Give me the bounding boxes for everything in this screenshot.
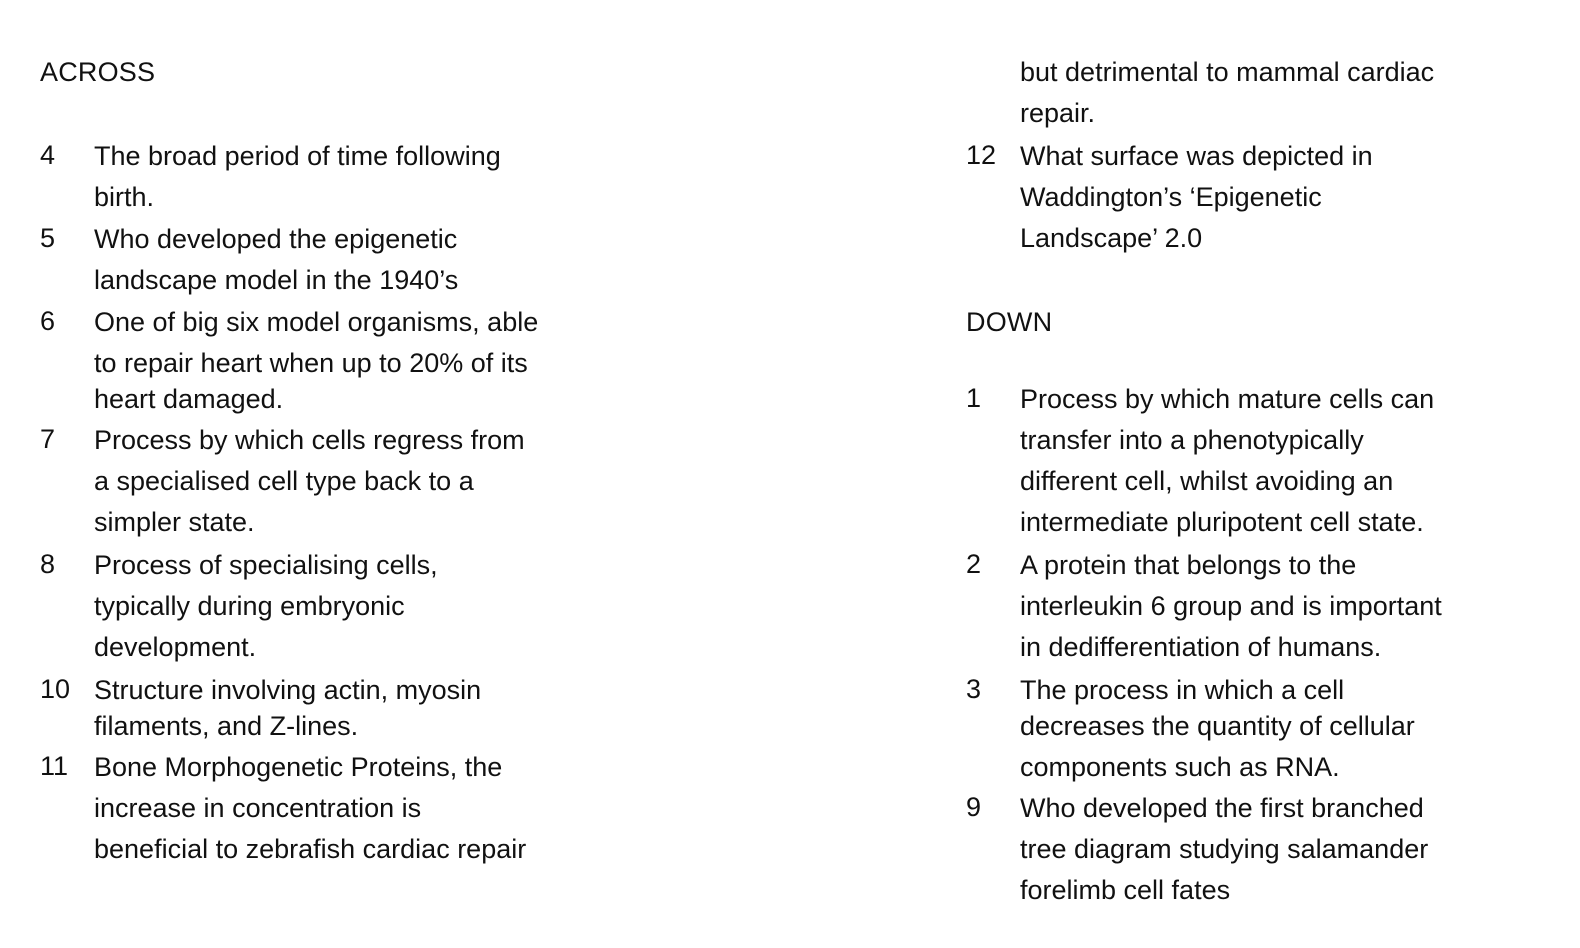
clue-line: Process by which cells regress from bbox=[94, 425, 525, 455]
clue-text bbox=[1020, 383, 1434, 547]
clue-number: 6 bbox=[40, 306, 56, 336]
clue-number: 11 bbox=[40, 751, 69, 781]
clue-line: but detrimental to mammal cardiac bbox=[1020, 57, 1435, 87]
clue-line: different cell, whilst avoiding an bbox=[1020, 466, 1394, 496]
clue-line: The process in which a cell bbox=[1020, 675, 1345, 705]
clue-number: 10 bbox=[40, 674, 71, 704]
clue-line: decreases the quantity of cellular bbox=[1020, 711, 1415, 741]
clue-line: birth. bbox=[94, 182, 155, 212]
down-clue-1 bbox=[966, 383, 1434, 547]
clue-text bbox=[1020, 792, 1428, 915]
clue-text bbox=[1020, 140, 1373, 263]
clue-line: components such as RNA. bbox=[1020, 752, 1340, 782]
clue-line: Bone Morphogenetic Proteins, the bbox=[94, 752, 503, 782]
clue-line: Process by which mature cells can bbox=[1020, 384, 1435, 414]
clue-line: to repair heart when up to 20% of its bbox=[94, 348, 528, 378]
across-clue-6 bbox=[40, 306, 538, 424]
clue-text bbox=[94, 549, 438, 672]
clue-text bbox=[1020, 674, 1415, 792]
clue-text bbox=[94, 424, 525, 547]
across-clue-11 bbox=[40, 751, 526, 874]
across-clue-12 bbox=[966, 140, 1373, 263]
clue-number: 9 bbox=[966, 792, 982, 822]
clue-line: filaments, and Z-lines. bbox=[94, 711, 359, 741]
clue-line: What surface was depicted in bbox=[1020, 141, 1373, 171]
clue-line: The broad period of time following bbox=[94, 141, 501, 171]
clue-text bbox=[94, 751, 526, 874]
clue-line: interleukin 6 group and is important bbox=[1020, 591, 1442, 621]
clue-line: Who developed the epigenetic bbox=[94, 224, 458, 254]
clue-line: Structure involving actin, myosin bbox=[94, 675, 482, 705]
clue-number: 4 bbox=[40, 140, 56, 170]
clue-line: simpler state. bbox=[94, 507, 255, 537]
clue-line: forelimb cell fates bbox=[1020, 875, 1231, 905]
clue-line: Who developed the first branched bbox=[1020, 793, 1424, 823]
down-clue-3 bbox=[966, 674, 1415, 792]
clue-line: repair. bbox=[1020, 98, 1096, 128]
down-clue-2 bbox=[966, 549, 1442, 672]
clue-line: transfer into a phenotypically bbox=[1020, 425, 1364, 455]
clue-line: increase in concentration is bbox=[94, 793, 422, 823]
clue-line: development. bbox=[94, 632, 257, 662]
across-clue-8 bbox=[40, 549, 438, 672]
clue-line: beneficial to zebrafish cardiac repair bbox=[94, 834, 527, 864]
clue-number: 5 bbox=[40, 223, 56, 253]
clue-text bbox=[94, 306, 538, 424]
clue-text bbox=[1020, 549, 1442, 672]
clue-text bbox=[94, 223, 458, 305]
clue-line: Process of specialising cells, bbox=[94, 550, 438, 580]
clue-text bbox=[94, 674, 481, 751]
clue-number: 8 bbox=[40, 549, 56, 579]
clue-number: 7 bbox=[40, 424, 56, 454]
across-clue-11-continued bbox=[1020, 56, 1434, 138]
across-clue-7 bbox=[40, 424, 525, 547]
clue-line: typically during embryonic bbox=[94, 591, 405, 621]
clue-number: 12 bbox=[966, 140, 997, 170]
down-clue-9 bbox=[966, 792, 1428, 915]
clue-line: A protein that belongs to the bbox=[1020, 550, 1357, 580]
clue-line: tree diagram studying salamander bbox=[1020, 834, 1429, 864]
clue-line: intermediate pluripotent cell state. bbox=[1020, 507, 1424, 537]
clue-number: 1 bbox=[966, 383, 982, 413]
clue-line: in dedifferentiation of humans. bbox=[1020, 632, 1382, 662]
across-clue-4 bbox=[40, 140, 501, 222]
across-clue-5 bbox=[40, 223, 458, 305]
clue-number: 3 bbox=[966, 674, 982, 704]
clue-line: landscape model in the 1940’s bbox=[94, 265, 459, 295]
across-clue-10 bbox=[40, 674, 481, 751]
clue-line: a specialised cell type back to a bbox=[94, 466, 474, 496]
down-heading: DOWN bbox=[966, 307, 1053, 337]
across-heading: ACROSS bbox=[40, 57, 156, 87]
clue-text bbox=[94, 140, 501, 222]
clue-line: One of big six model organisms, able bbox=[94, 307, 539, 337]
clue-line: heart damaged. bbox=[94, 384, 284, 414]
clue-line: Waddington’s ‘Epigenetic bbox=[1020, 182, 1322, 212]
clue-number: 2 bbox=[966, 549, 982, 579]
clue-line: Landscape’ 2.0 bbox=[1020, 223, 1203, 253]
